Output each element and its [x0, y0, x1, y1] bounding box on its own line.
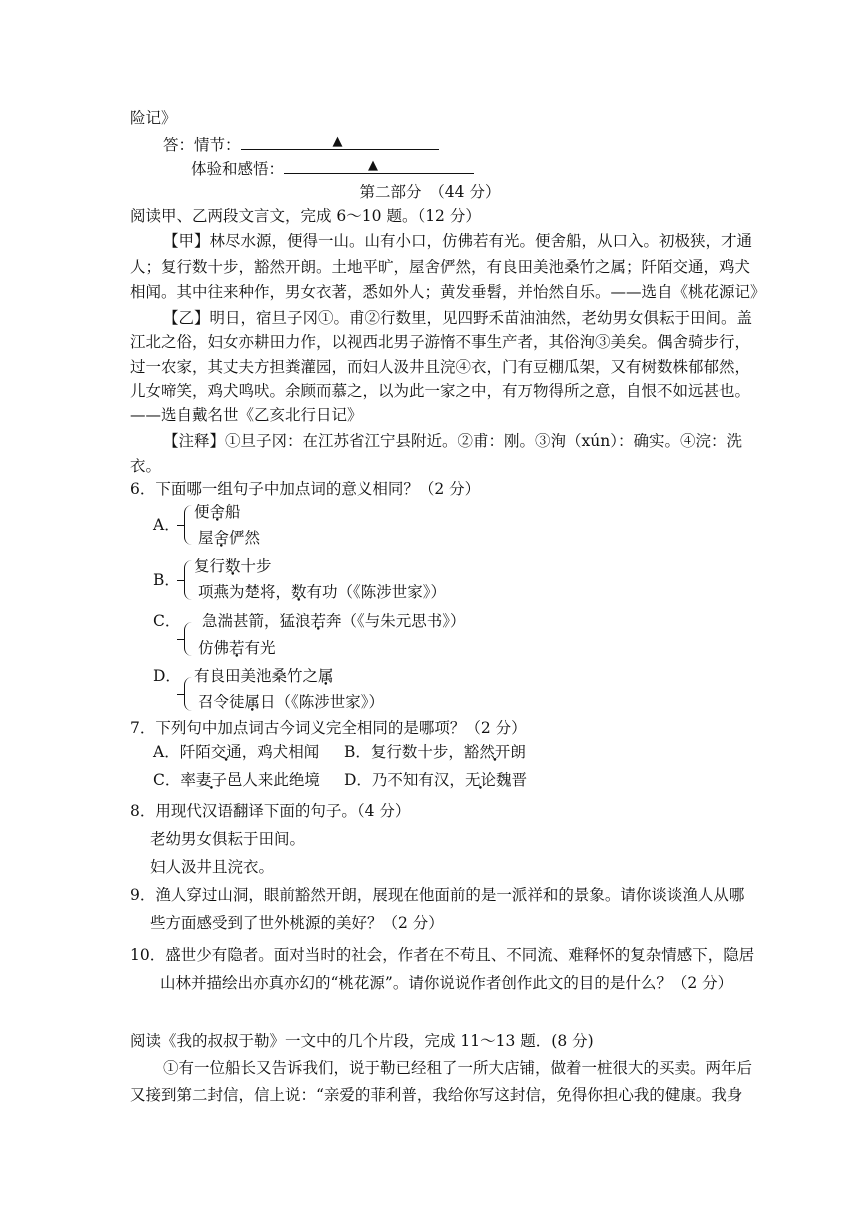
- answer-feel-line: [191, 159, 474, 179]
- jia-line-1: 【甲】林尽水源，便得一山。山有小口，仿佛若有光。便舍船，从口入。初极狭，才通: [163, 232, 753, 250]
- q7-option-b: B．复行数十步，豁然开朗: [344, 743, 526, 761]
- q8-sentence-1: 老幼男女俱耘于田间。: [150, 830, 306, 848]
- classical-instruction: 阅读甲、乙两段文言文，完成 6～10 题。（12 分）: [130, 207, 481, 225]
- q9-line-2: 些方面感受到了世外桃源的美好？（2 分）: [150, 914, 444, 932]
- q6-option-b-sentence-2: 项燕为楚将，数有功（《陈涉世家》）: [198, 583, 447, 601]
- q6-option-c-label: C．: [153, 612, 181, 630]
- modern-instruction: 阅读《我的叔叔于勒》一文中的几个片段，完成 11～13 题．(8 分): [130, 1032, 594, 1050]
- brace-icon: [184, 622, 192, 656]
- answer-feel-label: 体验和感悟：: [191, 160, 285, 178]
- q7-option-a: A．阡陌交通，鸡犬相闻: [153, 743, 320, 761]
- answer-plot-label: 答：情节：: [163, 136, 241, 154]
- q9-line-1: 9．渔人穿过山洞，眼前豁然开朗，展现在他面前的是一派祥和的景象。请你谈谈渔人从哪: [130, 886, 745, 904]
- q10-line-2: 山林并描绘出亦真亦幻的“桃花源”。请你说说作者创作此文的目的是什么？（2 分）: [160, 974, 734, 992]
- q8-stem: 8．用现代汉语翻译下面的句子。（4 分）: [130, 802, 411, 820]
- yi-line-2: 江北之俗，妇女亦耕田力作，以视西北男子游惰不事生产者，其俗洵③美矣。偶舍骑步行，: [130, 333, 751, 351]
- continued-text: 险记》: [130, 109, 177, 127]
- jia-line-3: 相闻。其中往来种作，男女衣著，悉如外人；黄发垂髫，并怡然自乐。——选自《桃花源记》: [130, 283, 766, 301]
- notes-line-2: 衣。: [130, 457, 162, 475]
- modern-p1-line-1: ①有一位船长又告诉我们，说于勒已经租了一所大店铺，做着一桩很大的买卖。两年后: [163, 1059, 753, 1077]
- modern-p1-line-2: 又接到第二封信，信上说：“亲爱的菲利普，我给你写这封信，免得你担心我的健康。我身: [130, 1086, 743, 1104]
- part2-heading: 第二部分 （44 分）: [359, 183, 501, 201]
- jia-line-2: 人；复行数十步，豁然开朗。土地平旷，屋舍俨然，有良田美池桑竹之属；阡陌交通，鸡犬: [130, 258, 751, 276]
- q6-option-c-sentence-2: 仿佛若有光: [198, 639, 276, 657]
- q6-option-a-sentence-2: 屋舍俨然: [198, 529, 261, 547]
- yi-source: ——选自戴名世《乙亥北行日记》: [130, 406, 363, 424]
- q6-option-d-label: D．: [153, 667, 181, 685]
- q6-option-d-sentence-2: 召令徒属日（《陈涉世家》）: [198, 693, 385, 711]
- q6-option-c-sentence-1: 急湍甚箭，猛浪若奔（《与朱元思书》）: [202, 612, 466, 630]
- q6-stem: 6．下面哪一组句子中加点词的意义相同？（2 分）: [130, 480, 481, 498]
- brace-icon: [184, 560, 192, 600]
- answer-feel-blank[interactable]: [284, 159, 474, 174]
- yi-line-4: 儿女啼笑，鸡犬鸣吠。余顾而慕之，以为此一家之中，有万物得所之意，自恨不如远甚也。: [130, 382, 751, 400]
- yi-line-1: 【乙】明日，宿旦子冈①。甫②行数里，见四野禾苗油油然，老幼男女俱耘于田间。盖: [163, 309, 753, 327]
- yi-line-3: 过一农家，其丈夫方担粪灌园，而妇人汲井且浣④衣，门有豆棚瓜架，又有树数株郁郁然，: [130, 358, 751, 376]
- q6-option-b-sentence-1: 复行数十步: [194, 557, 272, 575]
- answer-plot-line: [163, 135, 439, 155]
- brace-icon: [184, 505, 192, 545]
- q6-option-a-label: A．: [153, 516, 180, 534]
- brace-icon: [184, 677, 192, 711]
- q10-line-1: 10．盛世少有隐者。面对当时的社会，作者在不苟且、不同流、难释怀的复杂情感下，隐居: [130, 946, 755, 964]
- q8-sentence-2: 妇人汲井且浣衣。: [150, 858, 275, 876]
- q6-option-b-label: B．: [153, 571, 180, 589]
- q6-option-a-sentence-1: 便舍船: [194, 503, 241, 521]
- notes-line-1: 【注释】①旦子冈：在江苏省江宁县附近。②甫：刚。③洵（xún）：确实。④浣：洗: [163, 432, 742, 450]
- q7-option-c: C．率妻子邑人来此绝境: [153, 771, 320, 789]
- q7-stem: 7．下列句中加点词古今词义完全相同的是哪项？（2 分）: [130, 719, 527, 737]
- answer-plot-blank[interactable]: [241, 135, 439, 150]
- q6-option-d-sentence-1: 有良田美池桑竹之属: [194, 667, 334, 685]
- q7-option-d: D．乃不知有汉，无论魏晋: [344, 771, 527, 789]
- triangle-icon: ▲: [368, 158, 379, 173]
- triangle-icon: ▲: [332, 134, 343, 149]
